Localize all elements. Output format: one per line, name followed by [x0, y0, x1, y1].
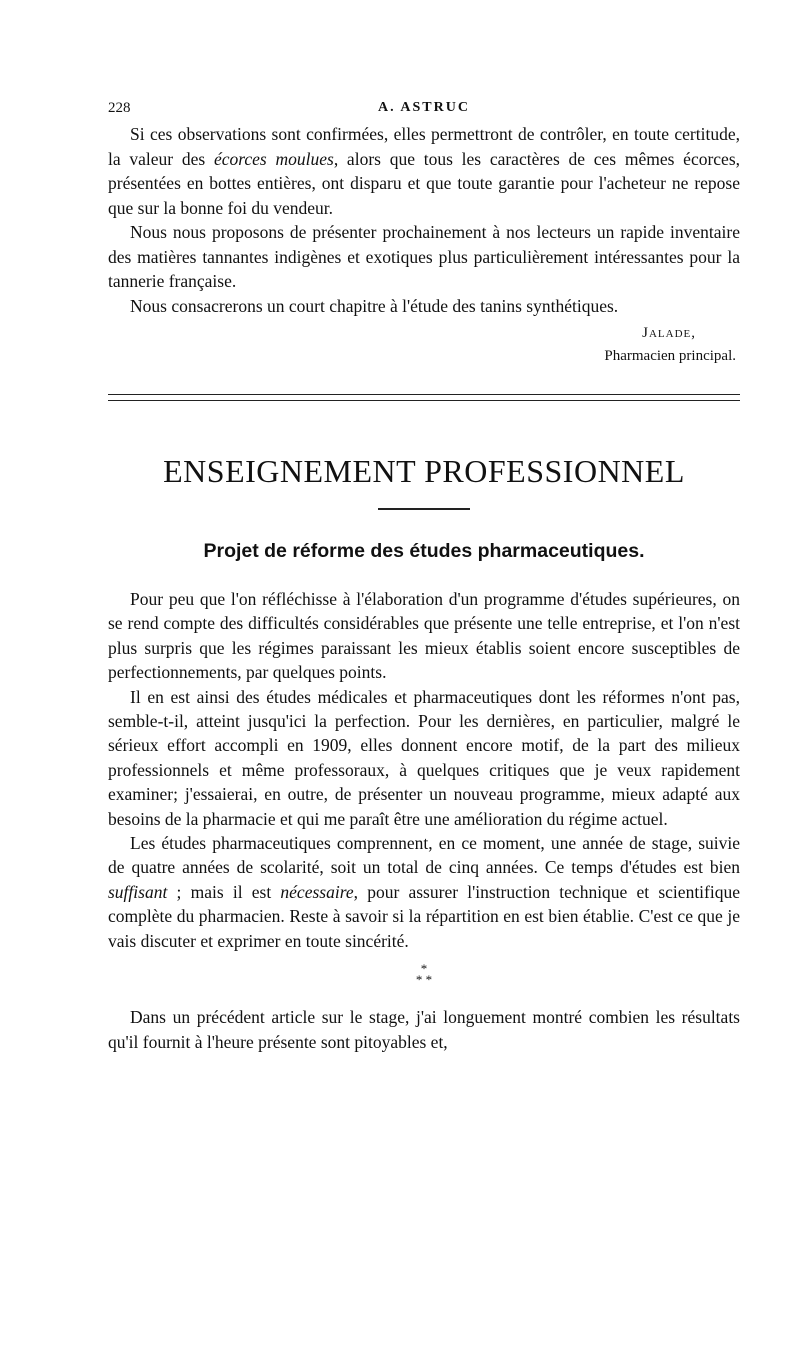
- section-divider: [108, 394, 740, 401]
- paragraph: Dans un précédent article sur le stage, j'ai longuement montré combien les résultats qu'il fournit à l'heure présente sont pitoyables et,: [108, 1007, 740, 1052]
- paragraph: Pour peu que l'on réfléchisse à l'élaboration d'un programme d'études supérieures, on se rend compte des difficultés considérables que présente une telle entreprise, et l'on n'est plus surpris que les régimes paraissant les mieux établis soient encore susceptibles de perfectionnements, par quelques points.: [108, 589, 740, 683]
- section-title: ENSEIGNEMENT PROFESSIONNEL: [163, 453, 685, 489]
- page: [108, 96, 740, 1054]
- page-header: [108, 96, 740, 122]
- paragraph: Si ces observations sont confirmées, elles permettront de contrôler, en toute certitude, la valeur des écorces moulues, alors que tous les caractères de ces mêmes écorces, présentées en bottes entières, ont disparu et que toute garantie pour l'acheteur ne repose que sur la bonne foi du vendeur.: [108, 124, 741, 218]
- asterism: * * *: [415, 961, 433, 988]
- signature-name: Jalade,: [642, 325, 696, 341]
- paragraph: Nous consacrerons un court chapitre à l'étude des tanins synthétiques.: [130, 295, 619, 316]
- page-number: 228: [108, 100, 131, 116]
- signature: [108, 322, 740, 368]
- paragraph: Il en est ainsi des études médicales et pharmaceutiques dont les réformes n'ont pas, semble-t-il, atteint jusqu'ici la perfection. Pour les dernières, en particulier, malgré le sérieux effort accompli en 1909, elles donnent encore motif, de la part des milieux professionnels et même professoraux, à quelques critiques que je veux rapidement examiner; j'essaierai, en outre, de présenter un nouveau programme, mieux adapté aux besoins de la pharmacie et qui me paraît être une amélioration du régime actuel.: [108, 686, 740, 829]
- title-rule: [378, 508, 470, 510]
- signature-title: Pharmacien principal.: [604, 348, 736, 364]
- article-body: [108, 587, 740, 1054]
- running-title: A. ASTRUC: [378, 100, 470, 115]
- paragraph: Nous nous proposons de présenter prochainement à nos lecteurs un rapide inventaire des matières tannantes indigènes et exotiques plus particulièrement intéressantes pour la tannerie française.: [108, 222, 740, 291]
- paragraph: Les études pharmaceutiques comprennent, en ce moment, une année de stage, suivie de quatre années de scolarité, soit un total de cinq années. Ce temps d'études est bien suffisant ; mais il est nécessaire, pour assurer l'instruction technique et scientifique complète du pharmacien. Reste à savoir si la répartition en est bien établie. C'est ce que je vais discuter et exprimer en toute sincérité.: [108, 833, 740, 951]
- article-title: Projet de réforme des études pharmaceutiques.: [203, 540, 645, 562]
